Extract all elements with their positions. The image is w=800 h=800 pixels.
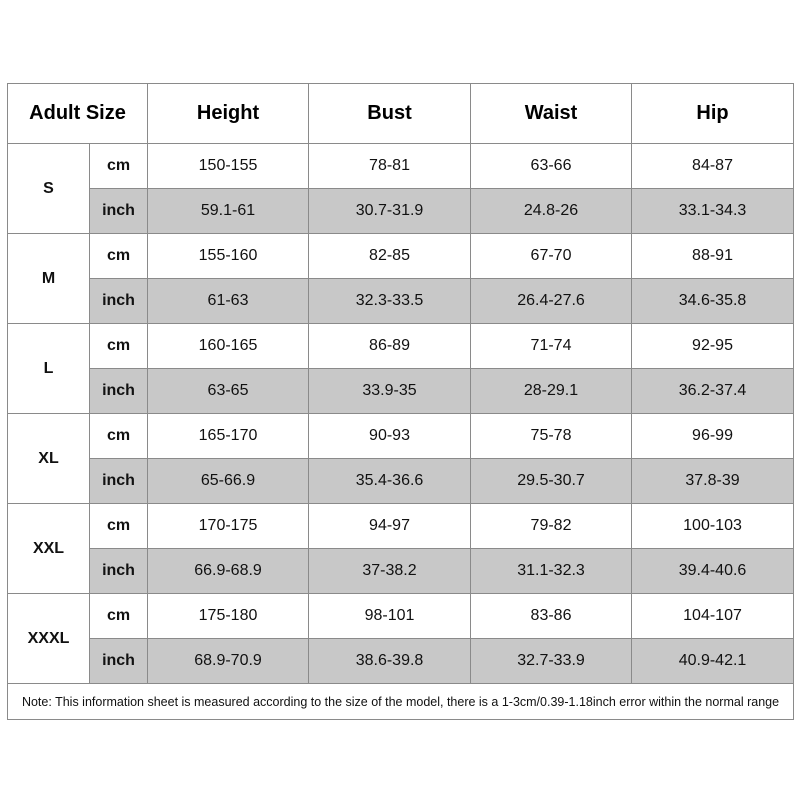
height-value: 63-65 [148, 369, 309, 414]
hip-value: 36.2-37.4 [632, 369, 794, 414]
unit-label: cm [90, 504, 148, 549]
size-label: M [8, 234, 90, 324]
unit-label: cm [90, 414, 148, 459]
hip-value: 96-99 [632, 414, 794, 459]
bust-value: 82-85 [309, 234, 471, 279]
waist-value: 67-70 [471, 234, 632, 279]
bust-value: 94-97 [309, 504, 471, 549]
table-row-xl-cm [8, 414, 794, 459]
height-value: 59.1-61 [148, 189, 309, 234]
size-table [7, 83, 794, 720]
waist-value: 31.1-32.3 [471, 549, 632, 594]
waist-value: 24.8-26 [471, 189, 632, 234]
unit-label: inch [90, 189, 148, 234]
table-row-s-inch [8, 189, 794, 234]
waist-value: 63-66 [471, 144, 632, 189]
bust-value: 37-38.2 [309, 549, 471, 594]
waist-value: 32.7-33.9 [471, 639, 632, 684]
header-height: Height [148, 84, 309, 144]
hip-value: 92-95 [632, 324, 794, 369]
bust-value: 30.7-31.9 [309, 189, 471, 234]
table-row-xxl-cm [8, 504, 794, 549]
bust-value: 98-101 [309, 594, 471, 639]
unit-label: inch [90, 279, 148, 324]
bust-value: 78-81 [309, 144, 471, 189]
table-row-xxxl-inch [8, 639, 794, 684]
table-row-xxl-inch [8, 549, 794, 594]
table-row-s-cm [8, 144, 794, 189]
unit-label: inch [90, 639, 148, 684]
height-value: 65-66.9 [148, 459, 309, 504]
bust-value: 33.9-35 [309, 369, 471, 414]
hip-value: 39.4-40.6 [632, 549, 794, 594]
hip-value: 37.8-39 [632, 459, 794, 504]
table-row-l-cm [8, 324, 794, 369]
size-chart [7, 83, 793, 717]
unit-label: cm [90, 324, 148, 369]
unit-label: cm [90, 594, 148, 639]
table-row-l-inch [8, 369, 794, 414]
waist-value: 79-82 [471, 504, 632, 549]
header-hip: Hip [632, 84, 794, 144]
hip-value: 33.1-34.3 [632, 189, 794, 234]
table-row-m-cm [8, 234, 794, 279]
waist-value: 28-29.1 [471, 369, 632, 414]
height-value: 150-155 [148, 144, 309, 189]
unit-label: cm [90, 144, 148, 189]
table-row-xl-inch [8, 459, 794, 504]
bust-value: 38.6-39.8 [309, 639, 471, 684]
hip-value: 40.9-42.1 [632, 639, 794, 684]
size-label: XXXL [8, 594, 90, 684]
waist-value: 29.5-30.7 [471, 459, 632, 504]
header-adult-size: Adult Size [8, 84, 148, 144]
hip-value: 88-91 [632, 234, 794, 279]
hip-value: 34.6-35.8 [632, 279, 794, 324]
height-value: 68.9-70.9 [148, 639, 309, 684]
header-row [8, 84, 794, 144]
waist-value: 83-86 [471, 594, 632, 639]
hip-value: 100-103 [632, 504, 794, 549]
height-value: 175-180 [148, 594, 309, 639]
size-label: XL [8, 414, 90, 504]
waist-value: 26.4-27.6 [471, 279, 632, 324]
unit-label: cm [90, 234, 148, 279]
unit-label: inch [90, 549, 148, 594]
bust-value: 35.4-36.6 [309, 459, 471, 504]
bust-value: 32.3-33.5 [309, 279, 471, 324]
bust-value: 90-93 [309, 414, 471, 459]
size-label: XXL [8, 504, 90, 594]
height-value: 170-175 [148, 504, 309, 549]
height-value: 61-63 [148, 279, 309, 324]
unit-label: inch [90, 459, 148, 504]
header-bust: Bust [309, 84, 471, 144]
table-row-m-inch [8, 279, 794, 324]
height-value: 160-165 [148, 324, 309, 369]
bust-value: 86-89 [309, 324, 471, 369]
hip-value: 104-107 [632, 594, 794, 639]
height-value: 66.9-68.9 [148, 549, 309, 594]
size-label: S [8, 144, 90, 234]
height-value: 165-170 [148, 414, 309, 459]
size-label: L [8, 324, 90, 414]
unit-label: inch [90, 369, 148, 414]
waist-value: 71-74 [471, 324, 632, 369]
header-waist: Waist [471, 84, 632, 144]
table-row-xxxl-cm [8, 594, 794, 639]
height-value: 155-160 [148, 234, 309, 279]
note-row [8, 684, 794, 720]
waist-value: 75-78 [471, 414, 632, 459]
hip-value: 84-87 [632, 144, 794, 189]
note-text: Note: This information sheet is measured according to the size of the model, there is a 1-3cm/0.39-1.18inch error within the normal range [8, 684, 794, 720]
